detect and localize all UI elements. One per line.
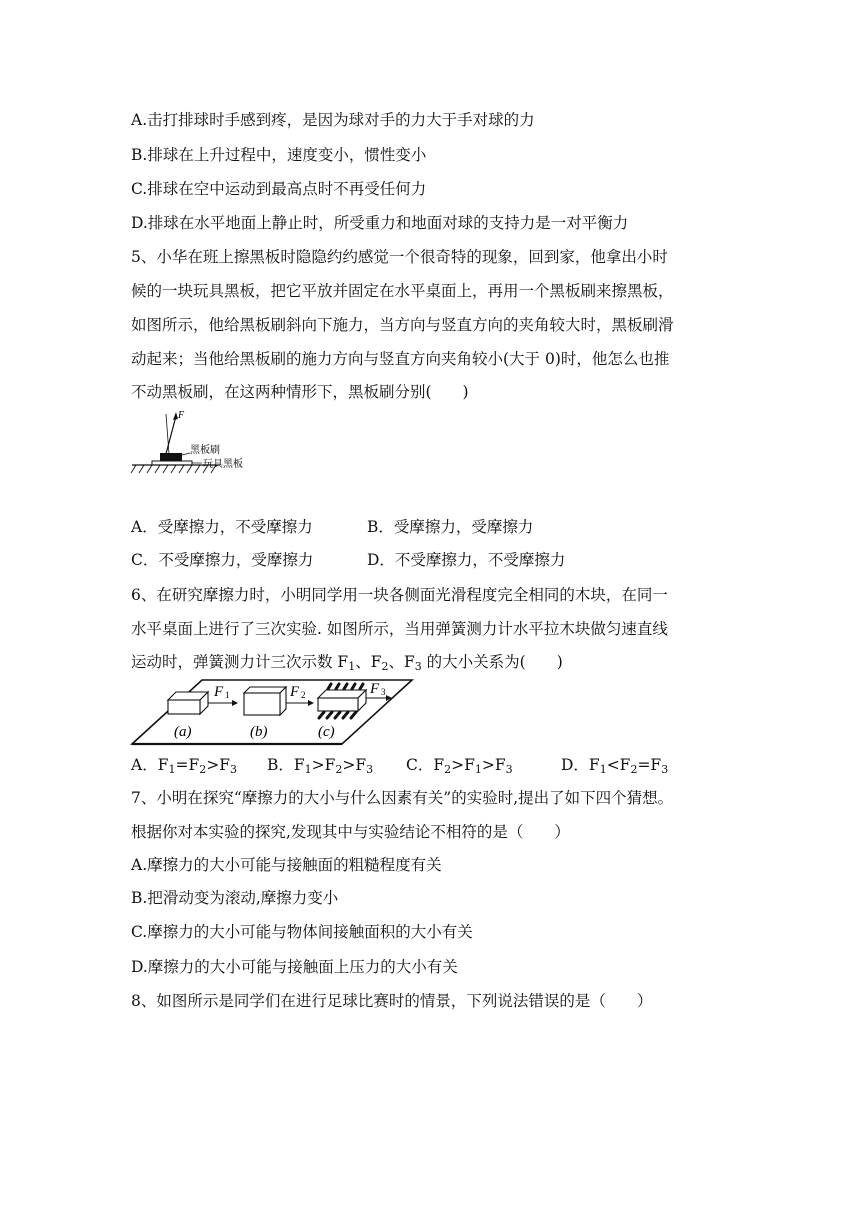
q4-option-d: D.排球在水平地面上静止时，所受重力和地面对球的支持力是一对平衡力 bbox=[131, 214, 629, 232]
q6-text-line: 运动时，弹簧测力计三次示数 $F_1$、$F_2$、$F_3$ 的大小关系为( ) bbox=[131, 653, 563, 673]
q5-board-label: 玩具黑板 bbox=[203, 459, 243, 470]
q6-label-a: (a) bbox=[174, 724, 192, 740]
q6-label-c: (c) bbox=[318, 724, 335, 740]
q7-option-b: B.把滑动变为滚动,摩擦力变小 bbox=[131, 889, 339, 907]
q5-option-c: C．不受摩擦力，受摩擦力 bbox=[131, 551, 314, 569]
q5-text-line: 候的一块玩具黑板，把它平放并固定在水平桌面上，再用一个黑板刷来擦黑板， bbox=[131, 282, 674, 300]
q6-option-c: C．$F_2>F_1>F_3$ bbox=[406, 756, 513, 776]
q6-force-label: F bbox=[214, 684, 224, 700]
q4-option-c: C.排球在空中运动到最高点时不再受任何力 bbox=[131, 180, 427, 198]
q6-option-a: A．$F_1=F_2>F_3$ bbox=[131, 756, 237, 776]
q6-text-line: 6、在研究摩擦力时，小明同学用一块各侧面光滑程度完全相同的木块，在同一 bbox=[131, 586, 668, 604]
q5-options-row bbox=[131, 517, 533, 537]
q7-option-a: A.摩擦力的大小可能与接触面的粗糙程度有关 bbox=[131, 856, 442, 874]
q5-text-line: 如图所示，他给黑板刷斜向下施力，当方向与竖直方向的夹角较大时，黑板刷滑 bbox=[131, 316, 674, 334]
q7-text-line: 根据你对本实验的探究,发现其中与实验结论不相符的是（ ） bbox=[131, 823, 570, 841]
q5-text-line: 5、小华在班上擦黑板时隐隐约约感觉一个很奇特的现象，回到家，他拿出小时 bbox=[131, 248, 668, 266]
q5-text-line: 动起来；当他给黑板刷的施力方向与竖直方向夹角较小(大于 0)时，他怎么也推 bbox=[131, 350, 670, 368]
q6-text-line: 水平桌面上进行了三次实验. 如图所示，当用弹簧测力计水平拉木块做匀速直线 bbox=[131, 620, 668, 638]
q7-option-d: D.摩擦力的大小可能与接触面上压力的大小有关 bbox=[131, 958, 458, 976]
q6-force-sub: 2 bbox=[301, 690, 306, 700]
q5-figure-blackboard-brush bbox=[130, 408, 280, 480]
q5-option-a: A．受摩擦力，不受摩擦力 bbox=[131, 518, 313, 536]
q6-force-label: F bbox=[290, 684, 300, 700]
brush-block bbox=[160, 453, 182, 461]
q4-option-b: B.排球在上升过程中，速度变小，惯性变小 bbox=[131, 146, 427, 164]
q6-options-row bbox=[131, 755, 668, 780]
q5-options-row bbox=[131, 550, 565, 570]
q8-text-line: 8、如图所示是同学们在进行足球比赛时的情景，下列说法错误的是（ ） bbox=[131, 992, 653, 1010]
q6-force-label: F bbox=[370, 681, 380, 697]
q6-option-b: B．$F_1>F_2>F_3$ bbox=[267, 756, 374, 776]
q7-text-line: 7、小明在探究“摩擦力的大小与什么因素有关”的实验时,提出了如下四个猜想。 bbox=[131, 789, 674, 807]
q6-figure-friction-experiments bbox=[128, 676, 418, 748]
q5-option-b: B．受摩擦力，受摩擦力 bbox=[367, 518, 534, 536]
q6-option-d: D．$F_1<F_2=F_3$ bbox=[561, 756, 669, 776]
q5-brush-label: 黑板刷 bbox=[190, 445, 220, 456]
q7-option-c: C.摩擦力的大小可能与物体间接触面积的大小有关 bbox=[131, 923, 473, 941]
q6-force-sub: 1 bbox=[225, 690, 230, 700]
q6-label-b: (b) bbox=[250, 724, 268, 740]
q5-option-d: D．不受摩擦力，不受摩擦力 bbox=[367, 551, 566, 569]
q6-force-sub: 3 bbox=[381, 687, 386, 697]
q4-option-a: A.击打排球时手感到疼，是因为球对手的力大于手对球的力 bbox=[131, 111, 535, 129]
q5-text-line: 不动黑板刷，在这两种情形下，黑板刷分别( ) bbox=[131, 383, 469, 401]
q5-force-label: F bbox=[178, 410, 185, 421]
